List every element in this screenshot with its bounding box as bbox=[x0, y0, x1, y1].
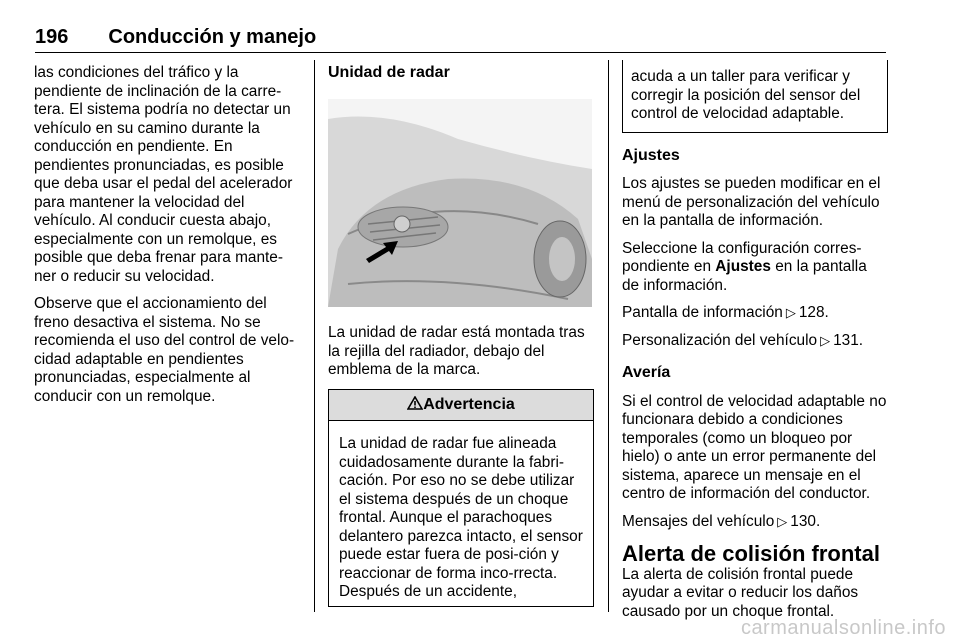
warning-title: Advertencia bbox=[329, 390, 593, 422]
column-right bbox=[622, 64, 888, 630]
radar-unit-illustration bbox=[328, 99, 592, 307]
column-divider bbox=[608, 60, 609, 612]
column-divider bbox=[314, 60, 315, 612]
section-heading-large: Alerta de colisión frontal bbox=[622, 541, 880, 566]
warning-box bbox=[328, 389, 594, 607]
paragraph: Los ajustes se pueden modificar en el menú de personalización del vehículo en la pantalla de información. bbox=[622, 175, 881, 229]
cross-reference-arrow-icon: ▷ bbox=[785, 305, 796, 320]
section-heading: Unidad de radar bbox=[328, 64, 450, 81]
warning-text: La unidad de radar fue alineada cuidadosamente durante la fabri-cación. Por eso no se debe utilizar el sistema después de un choque frontal. Aunque el parachoques delantero parezca intacto, el sensor puede estar fuera de posi-ción y reaccionar de forma inco-rrecta. Después de un accidente, bbox=[339, 435, 583, 600]
header-rule bbox=[35, 52, 886, 53]
warning-triangle-icon bbox=[407, 396, 423, 410]
figure-caption: La unidad de radar está montada tras la rejilla del radiador, debajo del emblema de la marca. bbox=[328, 324, 585, 378]
cross-reference-arrow-icon: ▷ bbox=[777, 513, 788, 529]
watermark: carmanualsonline.info bbox=[740, 617, 946, 639]
section-title: Conducción y manejo bbox=[108, 26, 317, 48]
section-heading: Avería bbox=[622, 364, 671, 381]
paragraph: La alerta de colisión frontal puede ayudar a evitar o reducir los daños causado por un choque frontal. bbox=[622, 565, 859, 620]
paragraph: Seleccione la configuración corres-pondiente en Ajustes en la pantalla de información. bbox=[622, 239, 867, 294]
cross-reference[interactable]: Mensajes del vehículo ▷ 130. bbox=[622, 512, 821, 530]
warning-box-continued: acuda a un taller para verificar y corregir la posición del sensor del control de velocidad adaptable. bbox=[622, 60, 888, 133]
section-heading: Ajustes bbox=[622, 146, 680, 164]
cross-reference[interactable]: Pantalla de información ▷ 128. bbox=[622, 304, 829, 321]
page-number: 196 bbox=[35, 26, 69, 48]
column-left bbox=[34, 64, 300, 415]
menu-keyword: Ajustes bbox=[715, 258, 771, 275]
paragraph: Si el control de velocidad adaptable no funcionara debido a condiciones temporales (como un bloqueo por hielo) o ante un error permanente del sistema, aparece un mensaje en el centro de información del conductor. bbox=[622, 392, 887, 502]
paragraph: Observe que el accionamiento del freno desactiva el sistema. No se recomienda el uso del control de velo-cidad adaptable en pendientes pronunciadas, especialmente al conducir con un remolque. bbox=[34, 295, 295, 405]
page-header bbox=[35, 26, 316, 49]
paragraph: las condiciones del tráfico y la pendiente de inclinación de la carre-tera. El sistema podría no detectar un vehículo en su camino durante la conducción en pendiente. En pendientes pronunciadas, es posible que deba usar el pedal del acelerador para mantener la velocidad del vehículo. Al conducir cuesta abajo, especialmente con un remolque, es posible que deba frenar para mante-ner o reducir su velocidad. bbox=[34, 64, 293, 285]
cross-reference-arrow-icon: ▷ bbox=[820, 332, 831, 348]
cross-reference[interactable]: Personalización del vehículo ▷ 131. bbox=[622, 331, 864, 349]
column-middle bbox=[328, 64, 594, 607]
